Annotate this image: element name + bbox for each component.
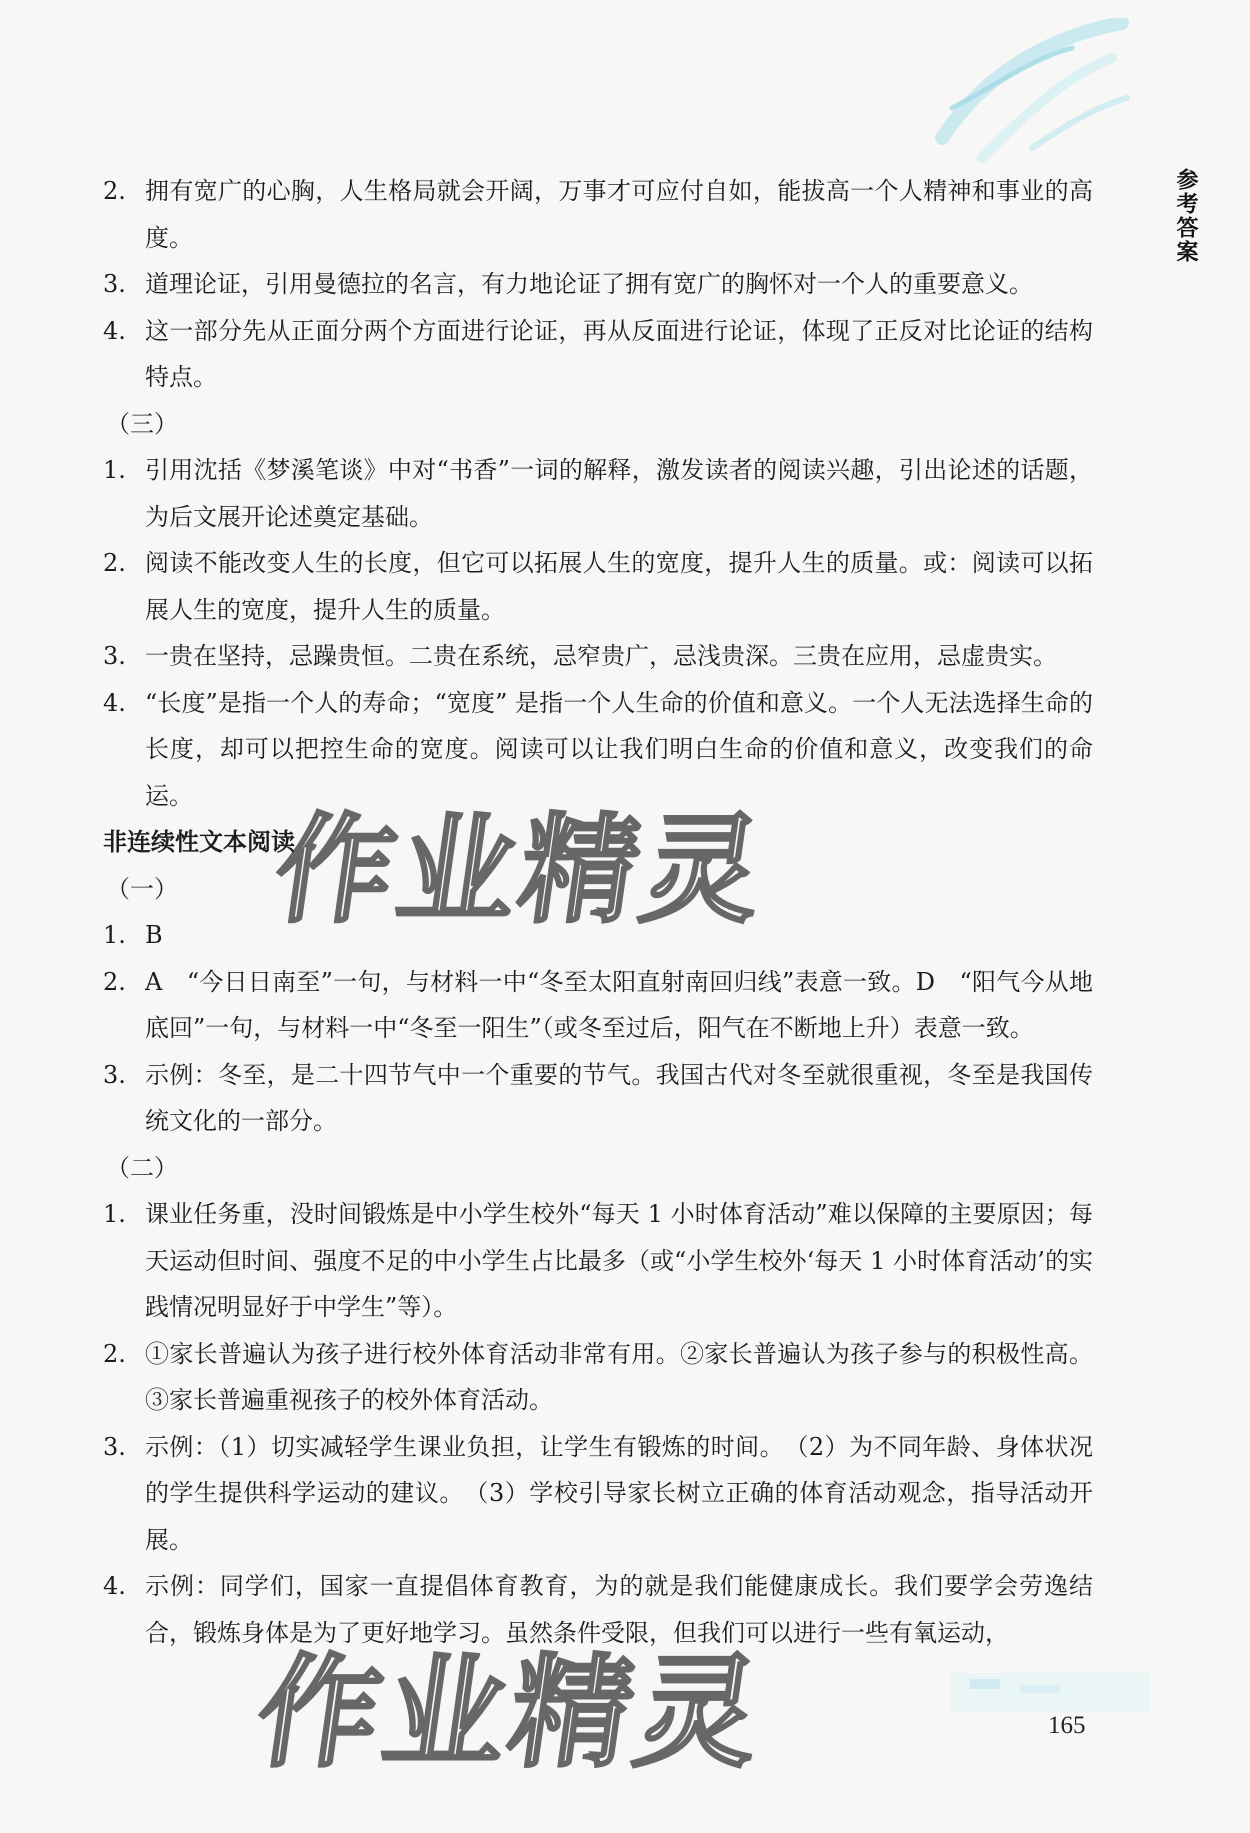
answer-item [103,1331,1093,1424]
answer-number: 3. [103,1060,126,1089]
watermark-text: 作业精灵 [248,1642,773,1784]
answer-number: 4. [103,316,126,345]
answer-text: 示例：（1）切实减轻学生课业负担，让学生有锻炼的时间。 （2）为不同年龄、身体状况的学生提供科学运动的建议。 （3）学校引导家长树立正确的体育活动观念，指导活动开展。 [145,1432,1093,1554]
answer-text: 道理论证，引用曼德拉的名言，有力地论证了拥有宽广的胸怀对一个人的重要意义。 [145,270,1033,298]
answer-number: 2. [103,177,126,205]
answer-item [103,1424,1093,1564]
section-marker: （三） [106,409,178,438]
answer-number: 3. [103,1432,126,1461]
answer-text: ①家长普遍认为孩子进行校外体育活动非常有用。②家长普遍认为孩子参与的积极性高。③家长普遍重视孩子的校外体育活动。 [145,1339,1093,1414]
answer-item [103,633,1093,680]
answer-item [103,912,1093,959]
answer-text: B [145,921,163,949]
answer-item [103,447,1093,540]
answer-item [103,168,1093,261]
answer-text: A “今日日南至”一句，与材料一中“冬至太阳直射南回归线”表意一致。D “阳气今从地底回”一句，与材料一中“冬至一阳生”（或冬至过后，阳气在不断地上升）表意一致。 [145,967,1093,1042]
answer-text: 拥有宽广的心胸，人生格局就会开阔，万事才可应付自如，能拔高一个人精神和事业的高度。 [145,177,1093,252]
answer-text: 阅读不能改变人生的长度，但它可以拓展人生的宽度，提升人生的质量。或：阅读可以拓展人生的宽度，提升人生的质量。 [145,549,1093,624]
answer-content [103,168,1093,1656]
answer-number: 2. [103,1339,126,1368]
section-heading: 非连续性文本阅读 [103,828,295,856]
answer-text: 这一部分先从正面分两个方面进行论证，再从反面进行论证，体现了正反对比论证的结构特点。 [145,316,1093,391]
watermark-text: 作业精灵 [266,801,775,939]
section-marker: （二） [106,1153,178,1182]
answer-number: 2. [103,549,126,577]
answer-item [103,959,1093,1052]
answer-text: 引用沈括《梦溪笔谈》中对“书香”一词的解释，激发读者的阅读兴趣，引出论述的话题，为后文展开论述奠定基础。 [145,456,1093,531]
answer-item [103,1191,1093,1331]
answer-text: “长度”是指一个人的寿命；“宽度” 是指一个人生命的价值和意义。一个人无法选择生命的长度，却可以把控生命的宽度。阅读可以让我们明白生命的价值和意义，改变我们的命运。 [145,688,1093,810]
answer-number: 1. [103,1200,126,1228]
section-marker: （一） [106,874,178,903]
answer-item [103,261,1093,308]
answer-item [103,308,1093,401]
answer-item [103,1052,1093,1145]
answer-item [103,680,1093,820]
decorative-brush-stroke [922,18,1132,168]
answer-text: 示例：冬至，是二十四节气中一个重要的节气。我国古代对冬至就很重视，冬至是我国传统文化的一部分。 [145,1060,1093,1135]
answer-number: 3. [103,270,126,298]
answer-number: 4. [103,1572,126,1600]
page-number: 165 [1048,1712,1086,1739]
answer-text: 一贵在坚持，忌躁贵恒。二贵在系统，忌窄贵广，忌浅贵深。三贵在应用，忌虚贵实。 [145,642,1057,670]
answer-item [103,1563,1093,1656]
answer-number: 3. [103,642,126,670]
side-section-label: 参考答案 [1173,168,1198,264]
answer-number: 2. [103,967,126,996]
answer-text: 示例：同学们，国家一直提倡体育教育，为的就是我们能健康成长。我们要学会劳逸结合，锻炼身体是为了更好地学习。虽然条件受限，但我们可以进行一些有氧运动， [145,1572,1093,1647]
answer-item [103,540,1093,633]
answer-number: 1. [103,921,126,949]
answer-number: 4. [103,688,126,717]
answer-number: 1. [103,456,126,484]
answer-text: 课业任务重，没时间锻炼是中小学生校外“每天 1 小时体育活动”难以保障的主要原因；每天运动但时间、强度不足的中小学生占比最多（或“小学生校外‘每天 1 小时体育活动’的实践情况明显好于中学生”等）。 [145,1200,1093,1321]
